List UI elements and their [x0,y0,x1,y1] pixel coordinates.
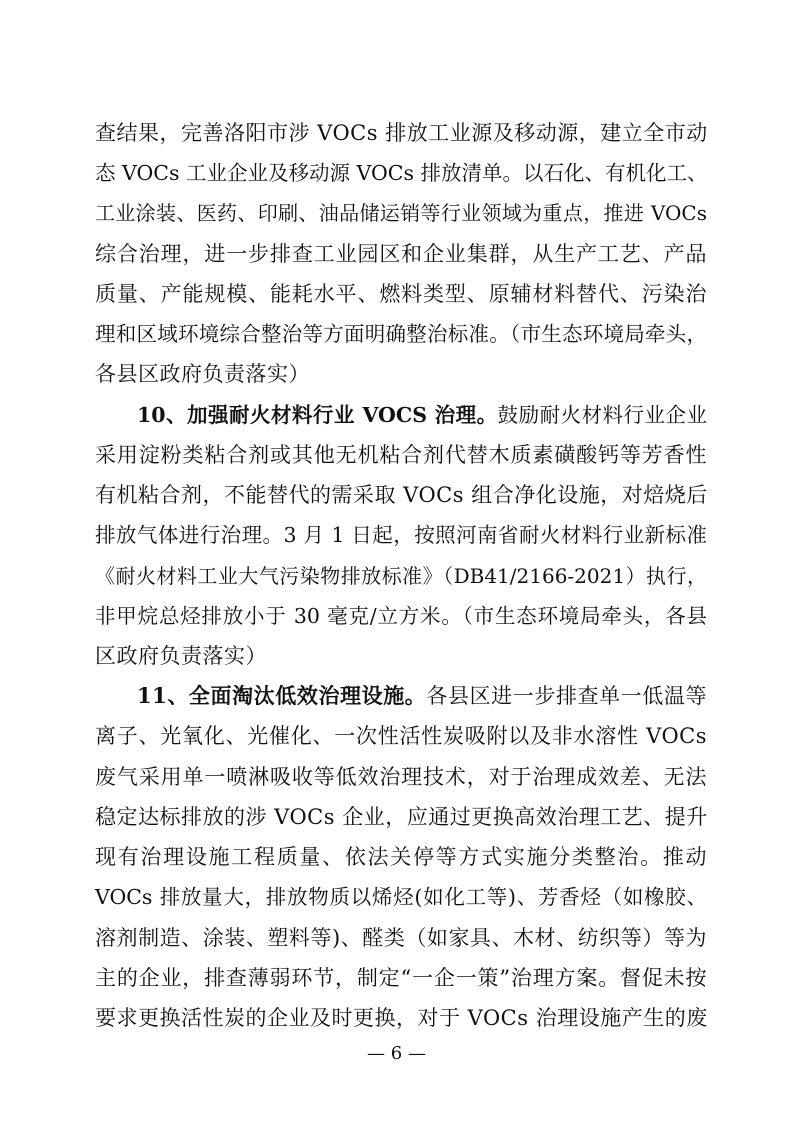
paragraph-line: 理和区域环境综合整治等方面明确整治标准。（市生态环境局牵头， [95,322,707,346]
paragraph-line: 主的企业，排查薄弱环节，制定“一企一策”治理方案。督促未按 [95,966,707,990]
item-11-first-line [137,682,707,710]
item-11-heading: 11、全面淘汰低效治理设施。 [137,683,427,708]
item-10-heading: 10、加强耐火材料行业 VOCS 治理。 [137,403,498,427]
paragraph-line: 非甲烷总烃排放小于 30 毫克/立方米。（市生态环境局牵头，各县 [95,604,707,628]
paragraph-line: 各县区政府负责落实） [95,362,310,386]
item-10-text: 鼓励耐火材料行业企业 [497,403,708,427]
item-10-first-line [137,401,707,429]
item-11-text: 各县区进一步排查单一低温等 [426,684,707,708]
paragraph-line: 排放气体进行治理。3 月 1 日起，按照河南省耐火材料行业新标准 [95,523,707,547]
paragraph-line: 质量、产能规模、能耗水平、燃料类型、原辅材料替代、污染治 [95,282,707,306]
paragraph-line: 《耐火材料工业大气污染物排放标准》（DB41/2166-2021）执行， [95,564,707,588]
paragraph-line: 废气采用单一喷淋吸收等低效治理技术，对于治理成效差、无法 [95,765,707,789]
paragraph-line: 区政府负责落实） [95,644,267,668]
paragraph-line: 离子、光氧化、光催化、一次性活性炭吸附以及非水溶性 VOCs [95,724,707,748]
paragraph-line: VOCs 排放量大，排放物质以烯烃(如化工等)、芳香烃（如橡胶、 [95,885,707,909]
page-number: — 6 — [367,1043,426,1064]
paragraph-line: 有机粘合剂，不能替代的需采取 VOCs 组合净化设施，对焙烧后 [95,483,708,507]
paragraph-line: 查结果，完善洛阳市涉 VOCs 排放工业源及移动源，建立全市动 [95,121,708,145]
paragraph-line: 工业涂装、医药、印刷、油品储运销等行业领域为重点，推进 VOCs [95,201,707,225]
paragraph-line: 态 VOCs 工业企业及移动源 VOCs 排放清单。以石化、有机化工、 [95,161,708,185]
paragraph-line: 要求更换活性炭的企业及时更换，对于 VOCs 治理设施产生的废 [95,1006,708,1030]
paragraph-line: 稳定达标排放的涉 VOCs 企业，应通过更换高效治理工艺、提升 [95,805,708,829]
paragraph-line: 溶剂制造、涂装、塑料等)、醛类（如家具、木材、纺织等）等为 [95,926,707,950]
paragraph-line: 综合治理，进一步排查工业园区和企业集群，从生产工艺、产品 [95,242,707,266]
paragraph-line: 现有治理设施工程质量、依法关停等方式实施分类整治。推动 [95,845,707,869]
paragraph-line: 采用淀粉类粘合剂或其他无机粘合剂代替木质素磺酸钙等芳香性 [95,443,707,467]
